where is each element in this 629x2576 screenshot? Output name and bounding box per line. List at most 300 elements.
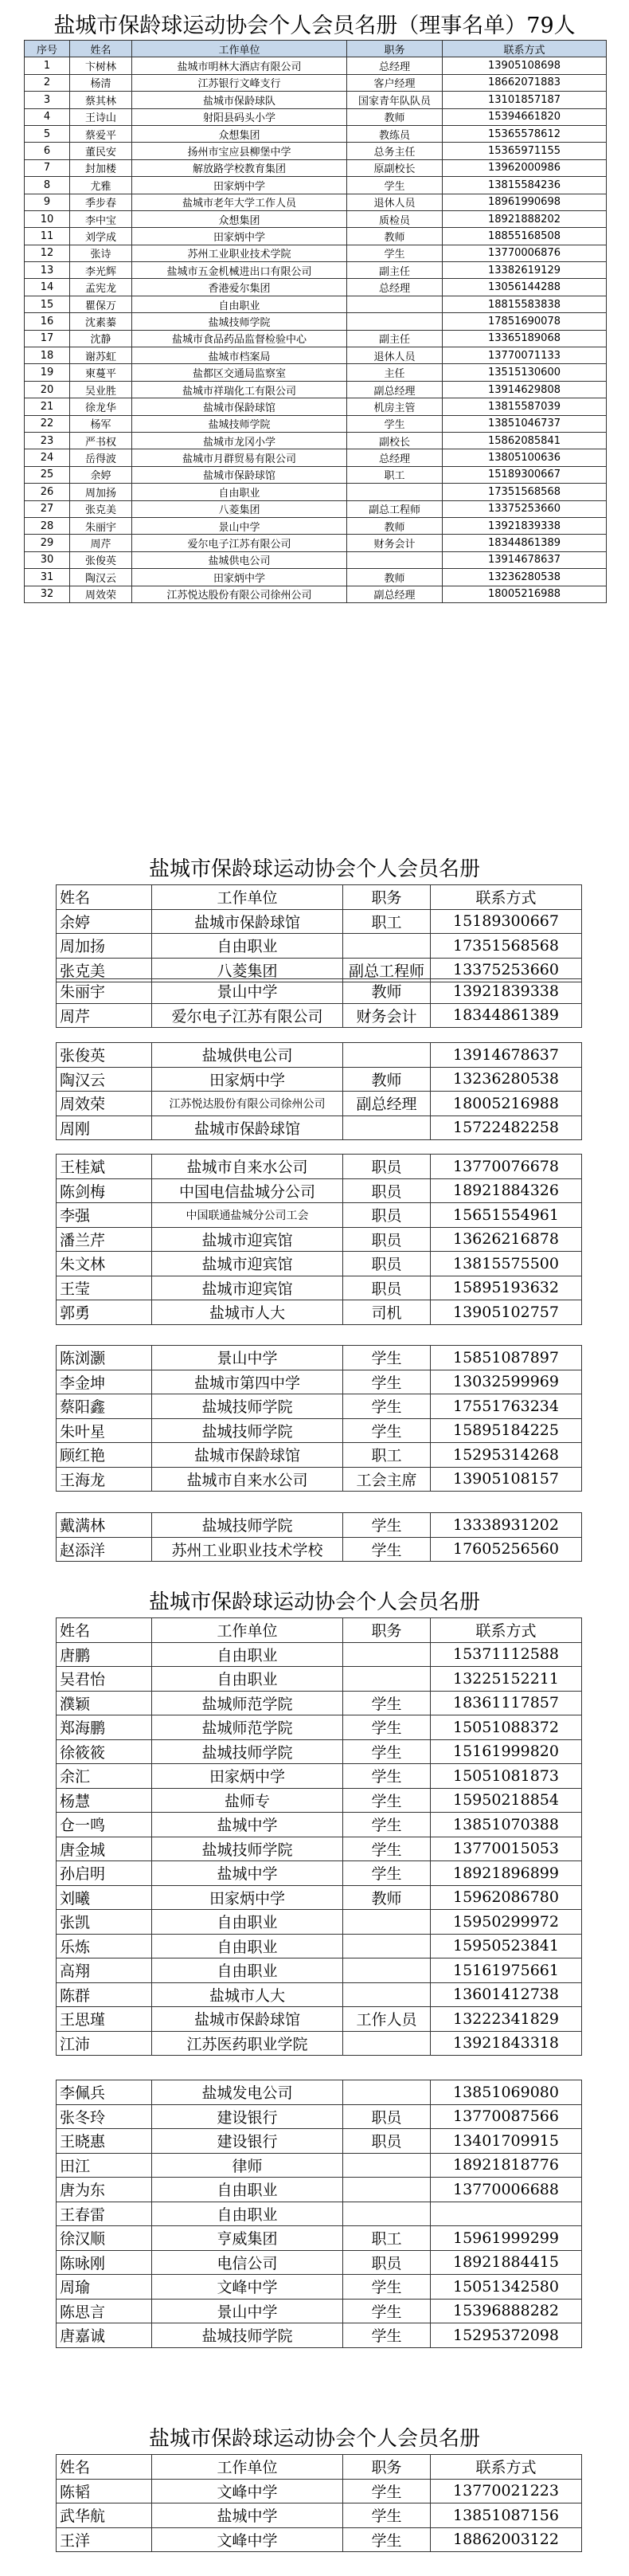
- position-cell: 学生: [343, 1715, 431, 1740]
- table-row: [57, 1092, 582, 1116]
- position-cell: [343, 934, 431, 959]
- phone-cell: 15051081873: [431, 1764, 582, 1789]
- index-cell: 16: [25, 313, 70, 330]
- table-row: [25, 500, 607, 517]
- employer-cell: 盐城供电公司: [132, 551, 347, 568]
- employer-cell: 自由职业: [132, 296, 347, 312]
- employer-cell: 盐城技师学院: [152, 1418, 343, 1443]
- index-cell: 23: [25, 432, 70, 449]
- table-row: [57, 1861, 582, 1886]
- position-cell: 国家青年队队员: [347, 92, 443, 108]
- name-cell: 赵添洋: [57, 1537, 152, 1562]
- employer-cell: 盐城师范学院: [152, 1691, 343, 1715]
- table-row: [25, 143, 607, 159]
- position-cell: 学生: [343, 1513, 431, 1538]
- index-cell: 31: [25, 569, 70, 586]
- table-row: [57, 1155, 582, 1179]
- position-cell: 学生: [343, 2299, 431, 2323]
- position-cell: 副总工程师: [347, 500, 443, 517]
- name-cell: 陈韬: [57, 2479, 152, 2503]
- header-name-cell: 姓名: [70, 41, 132, 57]
- position-cell: 质检员: [347, 210, 443, 227]
- employer-cell: 盐城市老年大学工作人员: [132, 194, 347, 210]
- employer-cell: 八菱集团: [152, 958, 343, 982]
- employer-cell: 盐城市自来水公司: [152, 1155, 343, 1179]
- table-row: [57, 2202, 582, 2226]
- table-row: [57, 2129, 582, 2154]
- position-cell: 职员: [343, 1203, 431, 1228]
- table-row: [57, 1346, 582, 1370]
- employer-cell: 盐城市龙冈小学: [132, 432, 347, 449]
- phone-cell: 13236280538: [431, 1067, 582, 1092]
- employer-cell: 盐城市人大: [152, 1982, 343, 2007]
- employer-cell: 江苏医药职业学院: [152, 2031, 343, 2056]
- employer-cell: 盐城市明林大酒店有限公司: [132, 57, 347, 74]
- phone-cell: 13338931202: [431, 1513, 582, 1538]
- index-cell: 7: [25, 159, 70, 176]
- name-cell: 王诗山: [70, 108, 132, 125]
- phone-cell: 18921884326: [431, 1178, 582, 1203]
- employer-cell: 中国电信盐城分公司: [152, 1178, 343, 1203]
- employer-cell: 盐师专: [152, 1788, 343, 1813]
- name-cell: 吴君怡: [57, 1667, 152, 1692]
- phone-cell: 13815587039: [443, 398, 607, 415]
- header-position-cell: 职务: [343, 2455, 431, 2480]
- name-cell: 季步春: [70, 194, 132, 210]
- name-cell: 张诗: [70, 245, 132, 261]
- name-cell: 李强: [57, 1203, 152, 1228]
- employer-cell: 田家炳中学: [152, 1067, 343, 1092]
- name-cell: 唐鹏: [57, 1642, 152, 1667]
- name-cell: 郑海鹏: [57, 1715, 152, 1740]
- phone-cell: 13222341829: [431, 2007, 582, 2032]
- position-cell: [343, 1982, 431, 2007]
- header-phone-cell: 联系方式: [443, 41, 607, 57]
- table-row: [57, 1467, 582, 1492]
- employer-cell: 江苏悦达股份有限公司徐州公司: [132, 586, 347, 602]
- table-row: [57, 2479, 582, 2503]
- table-row: [25, 347, 607, 364]
- phone-cell: 13601412738: [431, 1982, 582, 2007]
- position-cell: 学生: [343, 1764, 431, 1789]
- phone-cell: 17551763234: [431, 1394, 582, 1419]
- position-cell: 教师: [343, 1067, 431, 1092]
- index-cell: 5: [25, 125, 70, 142]
- position-cell: 学生: [343, 1691, 431, 1715]
- name-cell: 瞿保万: [70, 296, 132, 312]
- employer-cell: 爱尔电子江苏有限公司: [152, 1003, 343, 1028]
- name-cell: 周效荣: [70, 586, 132, 602]
- list-title-2: 盐城市保龄球运动协会个人会员名册: [148, 1590, 480, 1614]
- position-cell: 退休人员: [347, 347, 443, 364]
- employer-cell: 盐城中学: [152, 1861, 343, 1886]
- position-cell: 教师: [347, 228, 443, 245]
- employer-cell: 电信公司: [152, 2250, 343, 2275]
- position-cell: 总经理: [347, 449, 443, 466]
- name-cell: 周效荣: [57, 1092, 152, 1116]
- position-cell: 总经理: [347, 57, 443, 74]
- index-cell: 18: [25, 347, 70, 364]
- employer-cell: 八菱集团: [132, 500, 347, 517]
- name-cell: 徐筱筱: [57, 1739, 152, 1764]
- phone-cell: 15895184225: [431, 1418, 582, 1443]
- phone-cell: 13805100636: [443, 449, 607, 466]
- phone-cell: 13815575500: [431, 1252, 582, 1276]
- phone-cell: 18344861389: [443, 535, 607, 551]
- phone-cell: 13962000986: [443, 159, 607, 176]
- table-row: [57, 1418, 582, 1443]
- phone-cell: 13770071133: [443, 347, 607, 364]
- employer-cell: 盐城市保龄球馆: [152, 909, 343, 934]
- index-cell: 25: [25, 466, 70, 483]
- name-cell: 岳得波: [70, 449, 132, 466]
- member-table-3: [56, 1042, 582, 1140]
- name-cell: 周刚: [57, 1115, 152, 1140]
- position-cell: 副校长: [347, 432, 443, 449]
- table-row: [57, 1252, 582, 1276]
- employer-cell: 盐城市人大: [152, 1300, 343, 1325]
- index-cell: 2: [25, 74, 70, 91]
- employer-cell: 盐城市保龄球馆: [152, 1443, 343, 1468]
- council-roster-table: [24, 40, 607, 603]
- phone-cell: 13770015053: [431, 1837, 582, 1861]
- table-row: [57, 2503, 582, 2528]
- name-cell: 刘学成: [70, 228, 132, 245]
- phone-cell: 18344861389: [431, 1003, 582, 1028]
- name-cell: 王思瑾: [57, 2007, 152, 2032]
- table-row: [25, 92, 607, 108]
- name-cell: 李中宝: [70, 210, 132, 227]
- table-row: [25, 398, 607, 415]
- position-cell: 学生: [347, 415, 443, 432]
- employer-cell: 自由职业: [132, 484, 347, 500]
- table-row: [57, 2178, 582, 2202]
- phone-cell: 15051088372: [431, 1715, 582, 1740]
- index-cell: 8: [25, 177, 70, 194]
- name-cell: 严书权: [70, 432, 132, 449]
- phone-cell: 13851046737: [443, 415, 607, 432]
- header-employer-cell: 工作单位: [152, 885, 343, 910]
- index-cell: 29: [25, 535, 70, 551]
- employer-cell: 盐城技师学院: [152, 2323, 343, 2348]
- phone-cell: 15722482258: [431, 1115, 582, 1140]
- phone-cell: 13921839338: [443, 517, 607, 534]
- phone-cell: 13236280538: [443, 569, 607, 586]
- employer-cell: 建设银行: [152, 2129, 343, 2154]
- position-cell: 工作人员: [343, 2007, 431, 2032]
- table-row: [25, 125, 607, 142]
- employer-cell: 众想集团: [132, 125, 347, 142]
- phone-cell: 13770076678: [431, 1155, 582, 1179]
- phone-cell: 13851069080: [431, 2080, 582, 2105]
- position-cell: 职员: [343, 2104, 431, 2129]
- table-row: [57, 1043, 582, 1068]
- position-cell: 职员: [343, 1227, 431, 1252]
- name-cell: 张冬玲: [57, 2104, 152, 2129]
- table-row: [25, 381, 607, 398]
- table-row: [57, 1715, 582, 1740]
- phone-cell: 13365189068: [443, 330, 607, 347]
- employer-cell: 苏州工业职业技术学校: [152, 1537, 343, 1562]
- name-cell: 周瑜: [57, 2275, 152, 2300]
- phone-cell: 15189300667: [443, 466, 607, 483]
- table-row: [57, 2250, 582, 2275]
- name-cell: 杨军: [70, 415, 132, 432]
- employer-cell: 盐城师范学院: [152, 1715, 343, 1740]
- table-row: [57, 2226, 582, 2251]
- employer-cell: 文峰中学: [152, 2527, 343, 2552]
- name-cell: 王桂斌: [57, 1155, 152, 1179]
- position-cell: 学生: [343, 2479, 431, 2503]
- header-index-cell: 序号: [25, 41, 70, 57]
- header-name-cell: 姓名: [57, 2455, 152, 2480]
- name-cell: 余婷: [70, 466, 132, 483]
- table-row: [25, 57, 607, 74]
- name-cell: 戴满林: [57, 1513, 152, 1538]
- phone-cell: 15295314268: [431, 1443, 582, 1468]
- table-row: [25, 279, 607, 296]
- phone-cell: 13401709915: [431, 2129, 582, 2154]
- member-table-6: [56, 1512, 582, 1562]
- position-cell: 副总经理: [347, 586, 443, 602]
- index-cell: 22: [25, 415, 70, 432]
- employer-cell: 中国联通盐城分公司工会: [152, 1203, 343, 1228]
- position-cell: 学生: [343, 1418, 431, 1443]
- table-row: [57, 1203, 582, 1228]
- position-cell: 副总经理: [343, 1092, 431, 1116]
- table-row: [57, 1370, 582, 1394]
- member-table-2: [56, 978, 582, 1028]
- phone-cell: 13770087566: [431, 2104, 582, 2129]
- phone-cell: 18662071883: [443, 74, 607, 91]
- position-cell: [343, 2080, 431, 2105]
- header-name-cell: 姓名: [57, 1618, 152, 1643]
- position-cell: 工会主席: [343, 1467, 431, 1492]
- header-phone-cell: 联系方式: [431, 885, 582, 910]
- phone-cell: 15962086780: [431, 1885, 582, 1910]
- employer-cell: 盐城市食品药品监督检验中心: [132, 330, 347, 347]
- phone-cell: 15051342580: [431, 2275, 582, 2300]
- name-cell: 高翔: [57, 1958, 152, 1983]
- index-cell: 9: [25, 194, 70, 210]
- name-cell: 柬蔓平: [70, 364, 132, 381]
- table-header-row: [57, 885, 582, 910]
- phone-cell: 13626216878: [431, 1227, 582, 1252]
- employer-cell: 盐城技师学院: [152, 1394, 343, 1419]
- table-row: [57, 1788, 582, 1813]
- name-cell: 陈剑梅: [57, 1178, 152, 1203]
- header-position-cell: 职务: [343, 885, 431, 910]
- index-cell: 27: [25, 500, 70, 517]
- table-row: [57, 2031, 582, 2056]
- index-cell: 6: [25, 143, 70, 159]
- position-cell: 职工: [343, 2226, 431, 2251]
- phone-cell: 18855168508: [443, 228, 607, 245]
- position-cell: 教师: [347, 569, 443, 586]
- position-cell: 职员: [343, 1276, 431, 1300]
- table-row: [25, 313, 607, 330]
- index-cell: 4: [25, 108, 70, 125]
- table-row: [25, 262, 607, 279]
- position-cell: 学生: [343, 1813, 431, 1837]
- table-row: [57, 1003, 582, 1028]
- position-cell: [343, 1934, 431, 1958]
- position-cell: 职员: [343, 2250, 431, 2275]
- employer-cell: 景山中学: [132, 517, 347, 534]
- table-row: [57, 1537, 582, 1562]
- member-table-8: [56, 2080, 582, 2348]
- position-cell: 财务会计: [343, 1003, 431, 1028]
- name-cell: 李光辉: [70, 262, 132, 279]
- index-cell: 15: [25, 296, 70, 312]
- employer-cell: 解放路学校教育集团: [132, 159, 347, 176]
- table-row: [57, 909, 582, 934]
- name-cell: 张凯: [57, 1910, 152, 1935]
- phone-cell: 13382619129: [443, 262, 607, 279]
- position-cell: [343, 1043, 431, 1068]
- index-cell: 1: [25, 57, 70, 74]
- name-cell: 刘曦: [57, 1885, 152, 1910]
- employer-cell: 自由职业: [152, 1667, 343, 1692]
- employer-cell: 盐城中学: [152, 1813, 343, 1837]
- name-cell: 董民安: [70, 143, 132, 159]
- table-row: [25, 159, 607, 176]
- position-cell: 学生: [343, 1788, 431, 1813]
- name-cell: 陶汉云: [57, 1067, 152, 1092]
- phone-cell: 15396888282: [431, 2299, 582, 2323]
- phone-cell: 15950523841: [431, 1934, 582, 1958]
- phone-cell: 18961990698: [443, 194, 607, 210]
- position-cell: 学生: [347, 245, 443, 261]
- table-header-row: [25, 41, 607, 57]
- table-row: [57, 1982, 582, 2007]
- phone-cell: 15161999820: [431, 1739, 582, 1764]
- phone-cell: 15365578612: [443, 125, 607, 142]
- name-cell: 周芹: [57, 1003, 152, 1028]
- name-cell: 李佩兵: [57, 2080, 152, 2105]
- employer-cell: 盐城市月群贸易有限公司: [132, 449, 347, 466]
- table-row: [25, 415, 607, 432]
- table-row: [57, 1813, 582, 1837]
- phone-cell: 13851070388: [431, 1813, 582, 1837]
- name-cell: 张克美: [70, 500, 132, 517]
- position-cell: 副总经理: [347, 381, 443, 398]
- header-phone-cell: 联系方式: [431, 1618, 582, 1643]
- position-cell: 客户经理: [347, 74, 443, 91]
- position-cell: 职工: [347, 466, 443, 483]
- employer-cell: 盐城市自来水公司: [152, 1467, 343, 1492]
- position-cell: [343, 1958, 431, 1983]
- position-cell: [343, 1642, 431, 1667]
- employer-cell: 盐城市保龄球馆: [132, 398, 347, 415]
- name-cell: 乐炼: [57, 1934, 152, 1958]
- phone-cell: 18921888202: [443, 210, 607, 227]
- header-phone-cell: 联系方式: [431, 2455, 582, 2480]
- phone-cell: 13815584236: [443, 177, 607, 194]
- employer-cell: 自由职业: [152, 1934, 343, 1958]
- phone-cell: 17851690078: [443, 313, 607, 330]
- table-row: [25, 432, 607, 449]
- position-cell: 学生: [347, 177, 443, 194]
- phone-cell: 15895193632: [431, 1276, 582, 1300]
- phone-cell: 13770006876: [443, 245, 607, 261]
- index-cell: 11: [25, 228, 70, 245]
- phone-cell: 13770006688: [431, 2178, 582, 2202]
- position-cell: 学生: [343, 1346, 431, 1370]
- name-cell: 杨清: [70, 74, 132, 91]
- index-cell: 12: [25, 245, 70, 261]
- table-row: [57, 2275, 582, 2300]
- table-row: [57, 1067, 582, 1092]
- name-cell: 余汇: [57, 1764, 152, 1789]
- index-cell: 24: [25, 449, 70, 466]
- name-cell: 沈素蓁: [70, 313, 132, 330]
- phone-cell: 15961999299: [431, 2226, 582, 2251]
- employer-cell: 江苏悦达股份有限公司徐州公司: [152, 1092, 343, 1116]
- index-cell: 32: [25, 586, 70, 602]
- name-cell: 唐金城: [57, 1837, 152, 1861]
- position-cell: [347, 296, 443, 312]
- name-cell: 王海龙: [57, 1467, 152, 1492]
- phone-cell: 13921843318: [431, 2031, 582, 2056]
- position-cell: 职工: [343, 909, 431, 934]
- table-row: [57, 1691, 582, 1715]
- phone-cell: 18361117857: [431, 1691, 582, 1715]
- index-cell: 10: [25, 210, 70, 227]
- phone-cell: 15295372098: [431, 2323, 582, 2348]
- position-cell: [343, 2031, 431, 2056]
- table-row: [57, 1300, 582, 1325]
- employer-cell: 众想集团: [132, 210, 347, 227]
- phone-cell: 13375253660: [431, 958, 582, 982]
- employer-cell: 射阳县码头小学: [132, 108, 347, 125]
- position-cell: 副总工程师: [343, 958, 431, 982]
- employer-cell: 香港爱尔集团: [132, 279, 347, 296]
- employer-cell: 盐城技师学院: [152, 1739, 343, 1764]
- table-row: [25, 177, 607, 194]
- employer-cell: 自由职业: [152, 2178, 343, 2202]
- name-cell: 徐汉顺: [57, 2226, 152, 2251]
- table-row: [57, 1115, 582, 1140]
- position-cell: 总务主任: [347, 143, 443, 159]
- name-cell: 朱丽宇: [70, 517, 132, 534]
- employer-cell: 文峰中学: [152, 2479, 343, 2503]
- index-cell: 20: [25, 381, 70, 398]
- position-cell: 原副校长: [347, 159, 443, 176]
- name-cell: 王洋: [57, 2527, 152, 2552]
- phone-cell: 15189300667: [431, 909, 582, 934]
- member-table-1: [56, 884, 582, 982]
- table-row: [25, 296, 607, 312]
- table-row: [57, 2007, 582, 2032]
- employer-cell: 盐城发电公司: [152, 2080, 343, 2105]
- table-row: [25, 74, 607, 91]
- header-employer-cell: 工作单位: [152, 2455, 343, 2480]
- table-row: [57, 2299, 582, 2323]
- position-cell: 教师: [343, 979, 431, 1004]
- position-cell: 教师: [347, 517, 443, 534]
- position-cell: [343, 2178, 431, 2202]
- table-row: [25, 108, 607, 125]
- employer-cell: 自由职业: [152, 1958, 343, 1983]
- position-cell: 学生: [343, 1537, 431, 1562]
- table-row: [57, 1394, 582, 1419]
- table-row: [57, 1642, 582, 1667]
- position-cell: 职员: [343, 1155, 431, 1179]
- position-cell: [343, 2153, 431, 2178]
- table-row: [25, 245, 607, 261]
- position-cell: 总经理: [347, 279, 443, 296]
